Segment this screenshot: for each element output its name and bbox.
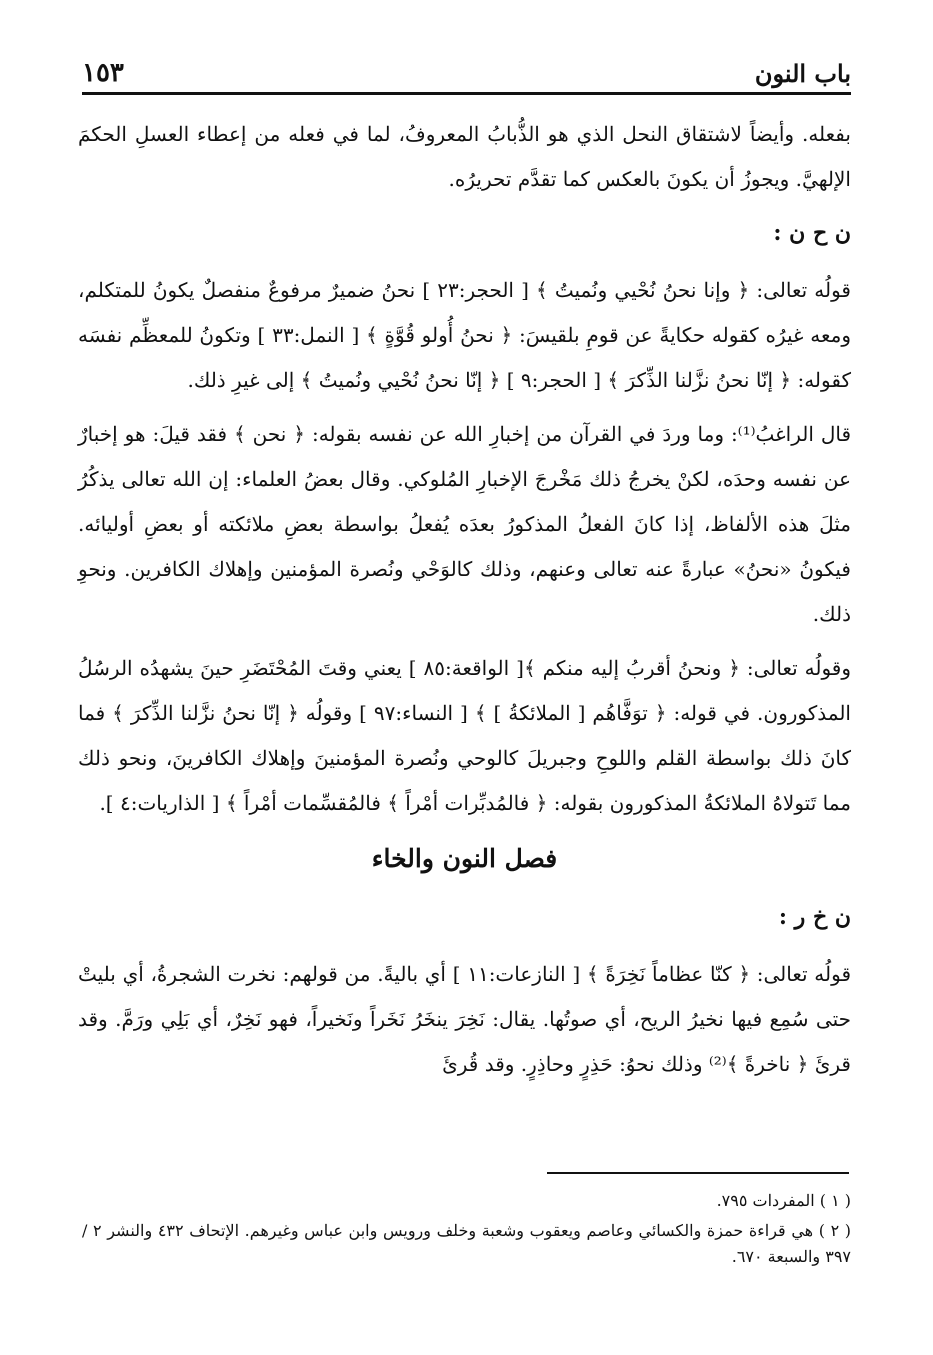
paragraph-nakhira: قولُه تعالى: ﴿ كنّا عظاماً نَخِرَةً ﴾ [ النازعات:١١ ] أي باليةً. من قولهم: نخرت الشجرةُ، أي بليتْ حتى سُمِع فيها نخيرُ الريح، أي صوتُها. يقال: نَخِرَ ينخَرُ نَخَراً ونَخيراً، فهو نَخِرٌ، أي بَلِي ورَمَّ. وقد قرئَ ﴿ ناخرةً ﴾⁽²⁾ وذلك نحوُ: حَذِرٍ وحاذِرٍ. وقد قُرئَ <box>78 962 851 1076</box>
root-heading-nkhr: ن خ ر : <box>778 904 851 930</box>
footnotes <box>82 1188 851 1274</box>
section-title: فصل النون والخاء <box>371 844 558 873</box>
paragraph-nahnu-aqrab: وقولُه تعالى: ﴿ ونحنُ أقربُ إليه منكم ﴾[ الواقعة:٨٥ ] يعني وقتَ المُحْتَضَرِ حينَ يشهدُه الرسُلُ المذكورون. في قوله: ﴿ توَفَّاهُم [ الملائكةُ ] ﴾ [ النساء:٩٧ ] وقولُه ﴿ إنّا نحنُ نزَّلنا الذِّكرَ ﴾ فما كانَ ذلك بواسطة القلم واللوحِ وجبريلَ كالوحي ونُصرة المؤمنينَ وإهلاك الكافرينَ، ونحو ذلك مما تَتولاهُ الملائكةُ المذكورون بقوله: ﴿ فالمُدبِّرات أمْراً ﴾ فالمُقسِّمات أمْراً ﴾ [ الذاريات:٤ ]. <box>78 656 851 815</box>
paragraph-continuation: بفعله. وأيضاً لاشتقاق النحل الذي هو الذُّبابُ المعروفُ، لما في فعله من إعطاء العسلِ الحكمَ الإلهيَّ. ويجوزُ أن يكونَ بالعكس كما تقدَّم تحريرُه. <box>78 122 851 191</box>
page-number: ١٥٣ <box>82 58 124 88</box>
paragraph-nahnu-definition: قولُه تعالى: ﴿ وإنا نحنُ نُحْيي ونُميتُ ﴾ [ الحجر:٢٣ ] نحنُ ضميرٌ مرفوعٌ منفصلٌ يكونُ للمتكلم، ومعه غيرُه كقوله حكايةً عن قومِ بلقيسَ: ﴿ نحنُ أُولو قُوَّةٍ ﴾ [ النمل:٣٣ ] وتكونُ للمعظِّم نفسَه كقوله: ﴿ إنّا نحنُ نزَّلنا الذِّكرَ ﴾ [ الحجر:٩ ] ﴿ إنّا نحنُ نُحْيي ونُميتُ ﴾ إلى غيرِ ذلك. <box>78 278 851 392</box>
footnote-2: ( ٢ ) هي قراءة حمزة والكسائي وعاصم ويعقوب وشعبة وخلف ورويس وابن عباس وغيرهم. الإتحاف ٤٣٢ والنشر ٢ /٣٩٧ والسبعة ٦٧٠. <box>82 1221 852 1266</box>
running-title: باب النون <box>754 59 851 88</box>
paragraph-raghib-quote: قال الراغبُ⁽¹⁾: وما وردَ في القرآن من إخبارِ الله عن نفسه بقوله: ﴿ نحن ﴾ فقد قيلَ: هو إخبارٌ عن نفسه وحدَه، لكنْ يخرجُ ذلك مَخْرجَ الإخبارِ المُلوكي. وقال بعضُ العلماء: إن الله تعالى يذكُرُ مثلَ هذه الألفاظ، إذا كانَ الفعلُ المذكورُ بعدَه يُفعلُ بواسطة بعضِ ملائكته أو بعضِ أوليائه. فيكونُ «نحنُ» عبارةً عنه تعالى وعنهم، وذلك كالوَحْي ونُصرة المؤمنين وإهلاك الكافرين. ونحوِ ذلك. <box>78 422 852 626</box>
footnote-1: ( ١ ) المفردات ٧٩٥. <box>716 1191 851 1210</box>
page-header <box>82 52 851 95</box>
footnote-separator <box>547 1172 849 1174</box>
page-body <box>78 112 851 1096</box>
root-heading-nhn: ن ح ن : <box>773 220 851 246</box>
